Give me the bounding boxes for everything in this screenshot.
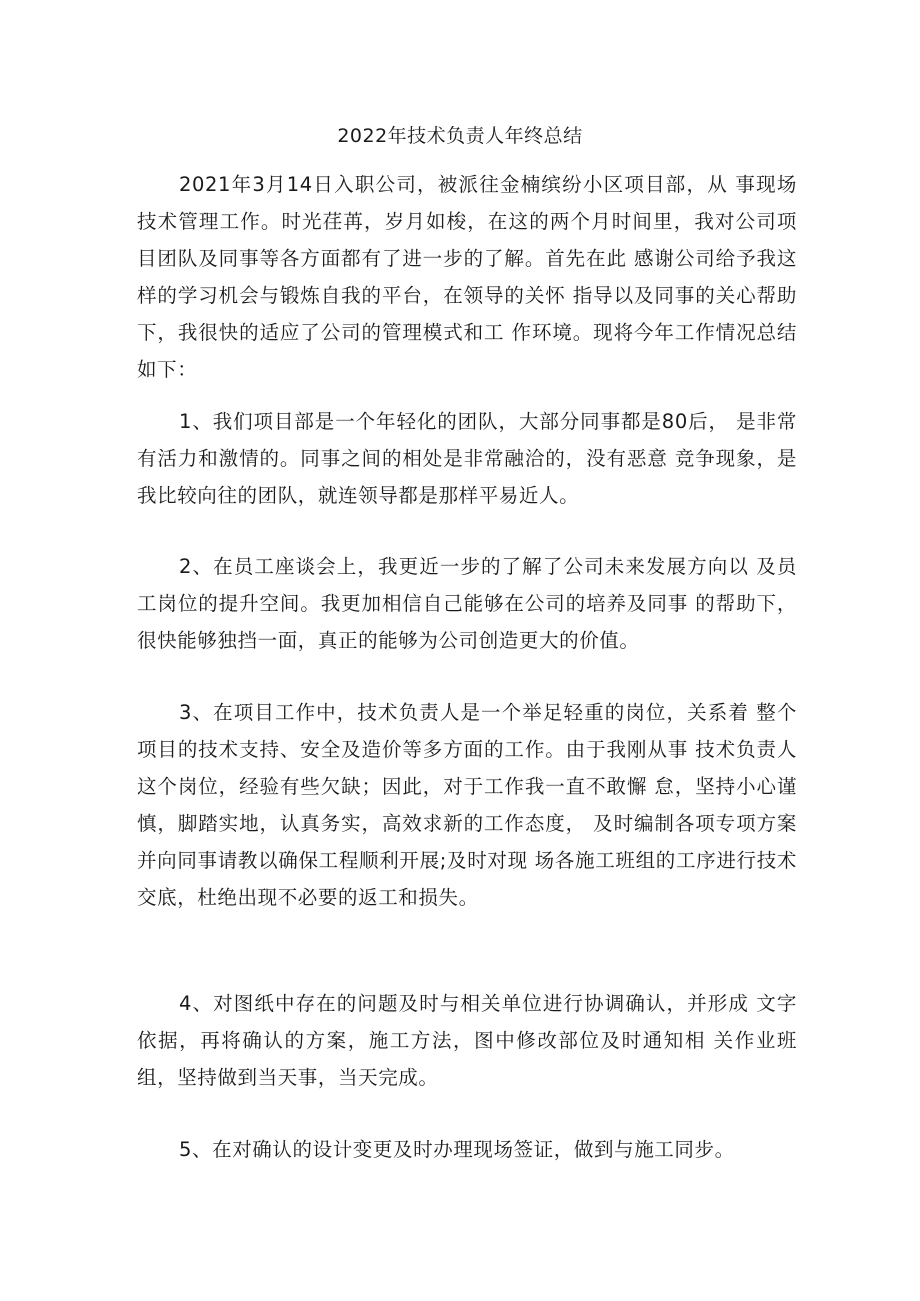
paragraph-item-1: 1、我们项目部是一个年轻化的团队，大部分同事都是80后， 是非常有活力和激情的。同事之间的相处是非常融洽的，没有恶意 竞争现象，是我比较向往的团队，就连领导都是那样平易近人。 (137, 410, 797, 507)
paragraph-item-4: 4、对图纸中存在的问题及时与相关单位进行协调确认，并形成 文字依据，再将确认的方案，施工方法，图中修改部位及时通知相 关作业班组，坚持做到当天事，当天完成。 (137, 992, 797, 1089)
paragraph-item-2: 2、在员工座谈会上，我更近一步的了解了公司未来发展方向以 及员工岗位的提升空间。我更加相信自己能够在公司的培养及同事 的帮助下，很快能够独挡一面，真正的能够为公司创造更大的价值。 (137, 555, 797, 652)
paragraph-item-3: 3、在项目工作中，技术负责人是一个举足轻重的岗位，关系着 整个项目的技术支持、安全及造价等多方面的工作。由于我刚从事 技术负责人这个岗位，经验有些欠缺；因此，对于工作我一直不敢懈 怠，坚持小心谨慎，脚踏实地，认真务实，高效求新的工作态度， 及时编制各项专项方案并向同事请教以确保工程顺利开展;及时对现 场各施工班组的工序进行技术交底，杜绝出现不必要的返工和损失。 (137, 701, 797, 909)
paragraph-item-5: 5、在对确认的设计变更及时办理现场签证，做到与施工同步。 (179, 1138, 735, 1161)
paragraph-intro: 2021年3月14日入职公司，被派往金楠缤纷小区项目部，从 事现场技术管理工作。时光荏苒，岁月如梭，在这的两个月时间里，我对公司项目团队及同事等各方面都有了进一步的了解。首先在此 感谢公司给予我这样的学习机会与锻炼自我的平台，在领导的关怀 指导以及同事的关心帮助下，我很快的适应了公司的管理模式和工 作环境。现将今年工作情况总结如下： (137, 173, 797, 381)
document-title: 2022年技术负责人年终总结 (337, 125, 583, 147)
